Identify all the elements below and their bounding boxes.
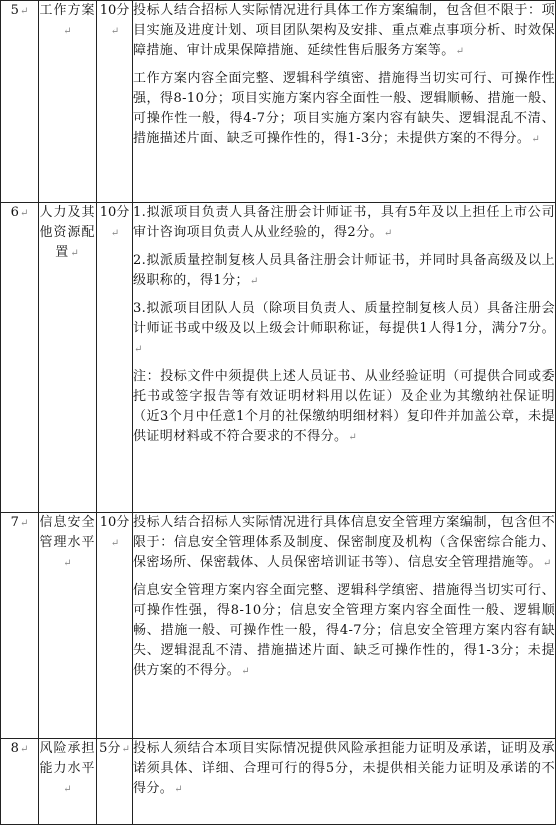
row-index: 5 <box>10 3 19 18</box>
description-paragraph <box>133 1 555 62</box>
return-mark-icon: ↵ <box>249 276 259 287</box>
row-index-cell <box>1 1 39 203</box>
description-paragraph <box>133 69 555 150</box>
return-mark-icon: ↵ <box>70 248 80 259</box>
return-mark-icon: ↵ <box>110 228 120 239</box>
description-text: 2.拟派质量控制复核人员具备注册会计师证书，并同时具备高级及以上级职称的，得1分； <box>133 253 555 288</box>
return-mark-icon: ↵ <box>531 134 541 145</box>
criterion-score: 10分 <box>99 205 130 220</box>
description-paragraph <box>133 513 555 574</box>
row-index: 8 <box>10 741 19 756</box>
description-text: 信息安全管理方案内容全面完整、逻辑科学缜密、措施得当切实可行、可操作性强，得8-10分；信息安全管理方案内容全面性一般、逻辑顺畅、措施一般、可操作性一般，得4-7分；信息安全管理方案内容有缺失、逻辑混乱不清、措施描述片面、缺乏可操作性的，得1-3分；未提供方案的不得分。 <box>133 583 555 678</box>
description-text: 注：投标文件中须提供上述人员证书、从业经验证明（可提供合同或委托书或签字报告等有效证明材料用以佐证）及企业为其缴纳社保证明（近3个月中任意1个月的社保缴纳明细材料）复印件并加盖公章，未提供证明材料或不符合要求的不得分。 <box>133 369 555 444</box>
return-mark-icon: ↵ <box>383 228 393 239</box>
table-row <box>1 203 556 513</box>
description-text: 投标人结合招标人实际情况进行具体工作方案编制，包含但不限于：项目实施及进度计划、项目团队架构及安排、重点难点事项分析、时效保障措施、审计成果保障措施、延续性售后服务方案等。 <box>133 3 555 58</box>
return-mark-icon: ↵ <box>19 6 29 17</box>
description-paragraph <box>133 251 555 292</box>
row-index-cell <box>1 513 39 739</box>
criterion-name-cell <box>39 1 97 203</box>
return-mark-icon: ↵ <box>63 558 73 569</box>
description-paragraph <box>133 203 555 244</box>
return-mark-icon: ↵ <box>63 26 73 37</box>
criterion-description-cell <box>133 739 556 825</box>
return-mark-icon: ↵ <box>110 26 120 37</box>
return-mark-icon: ↵ <box>542 558 552 569</box>
criterion-score: 5分 <box>99 741 121 756</box>
score-cell <box>97 513 133 739</box>
criterion-name-cell <box>39 203 97 513</box>
criterion-description-cell <box>133 513 556 739</box>
score-cell <box>97 1 133 203</box>
row-index: 7 <box>10 515 19 530</box>
scoring-table-body <box>1 1 556 825</box>
criterion-name: 风险承担能力水平 <box>39 741 96 776</box>
table-row <box>1 513 556 739</box>
return-mark-icon: ↵ <box>455 46 465 57</box>
criterion-name: 信息安全管理水平 <box>39 515 96 550</box>
return-mark-icon: ↵ <box>63 784 73 795</box>
return-mark-icon: ↵ <box>348 432 358 443</box>
description-paragraph <box>133 581 555 682</box>
score-cell <box>97 203 133 513</box>
return-mark-icon: ↵ <box>19 208 29 219</box>
return-mark-icon: ↵ <box>19 744 29 755</box>
description-text: 投标人须结合本项目实际情况提供风险承担能力证明及承诺，证明及承诺须具体、详细、合理可行的得5分，未提供相关能力证明及承诺的不得分。 <box>133 741 555 796</box>
description-paragraph <box>133 367 555 448</box>
criterion-name: 人力及其他资源配置 <box>39 205 96 260</box>
description-paragraph <box>133 739 555 800</box>
row-index-cell <box>1 739 39 825</box>
return-mark-icon: ↵ <box>121 744 130 755</box>
description-text: 3.拟派项目团队人员（除项目负责人、质量控制复核人员）具备注册会计师证书或中级及以上级会计师职称证，每提供1人得1分，满分7分。 <box>133 301 555 336</box>
criterion-description-cell <box>133 1 556 203</box>
return-mark-icon: ↵ <box>241 666 250 677</box>
criterion-score: 10分 <box>99 515 130 530</box>
return-mark-icon: ↵ <box>134 344 143 355</box>
table-row <box>1 739 556 825</box>
criterion-name-cell <box>39 739 97 825</box>
return-mark-icon: ↵ <box>19 518 29 529</box>
row-index: 6 <box>10 205 19 220</box>
description-text: 1.拟派项目负责人具备注册会计师证书，具有5年及以上担任上市公司审计咨询项目负责人从业经验的，得2分。 <box>133 205 555 240</box>
return-mark-icon: ↵ <box>110 538 120 549</box>
criterion-name: 工作方案 <box>39 3 96 18</box>
criterion-name-cell <box>39 513 97 739</box>
table-row <box>1 1 556 203</box>
return-mark-icon: ↵ <box>174 784 183 795</box>
criterion-description-cell <box>133 203 556 513</box>
description-paragraph <box>133 299 555 360</box>
criterion-score: 10分 <box>99 3 130 18</box>
description-text: 投标人结合招标人实际情况进行具体信息安全管理方案编制，包含但不限于：信息安全管理体系及制度、保密制度及机构（含保密综合能力、保密场所、保密载体、人员保密培训证书等）、信息安全管理措施等。 <box>133 515 555 570</box>
row-index-cell <box>1 203 39 513</box>
description-text: 工作方案内容全面完整、逻辑科学缜密、措施得当切实可行、可操作性强，得8-10分；项目实施方案内容全面性一般、逻辑顺畅、措施一般、可操作性一般，得4-7分；项目实施方案内容有缺失、逻辑混乱不清、措施描述片面、缺乏可操作性的，得1-3分；未提供方案的不得分。 <box>133 71 555 146</box>
score-cell <box>97 739 133 825</box>
